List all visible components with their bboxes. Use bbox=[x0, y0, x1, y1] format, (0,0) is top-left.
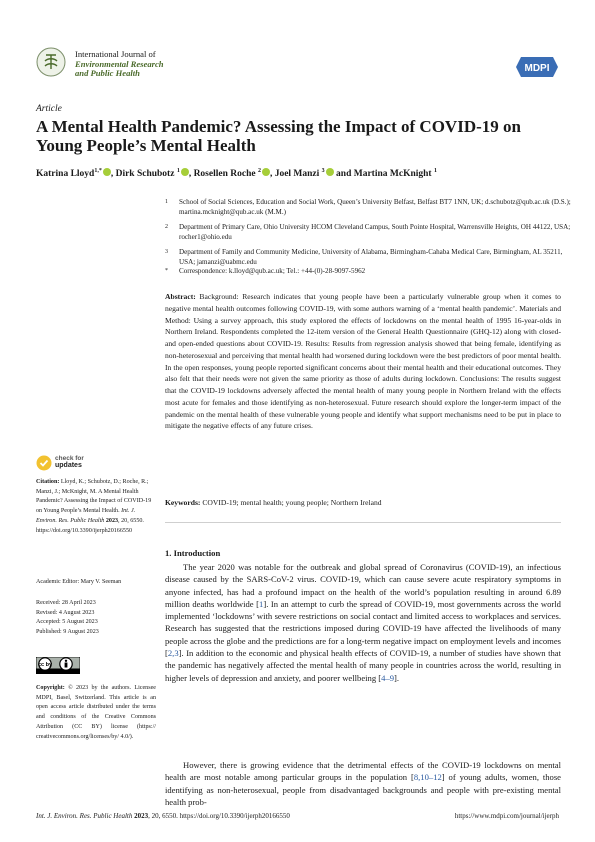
section-heading: 1. Introduction bbox=[165, 548, 221, 558]
citation-link[interactable]: 4–9 bbox=[381, 672, 395, 683]
revised-date: Revised: 4 August 2023 bbox=[36, 609, 95, 616]
journal-name-line1: International Journal of bbox=[75, 49, 156, 59]
citation-link[interactable]: 2,3 bbox=[167, 648, 179, 659]
author-affil-sup: 1 bbox=[433, 168, 437, 174]
orcid-icon[interactable] bbox=[326, 168, 334, 176]
intro-paragraph-1: The year 2020 was notable for the outbreak and global spread of Coronavirus (COVID-19), an infectious disease caused by the SARS-CoV-2 virus. COVID-19, which can cause severe acute respiratory symptoms in anyone infected, has had a profound impact on the health of the world’s population resulting in around 6.89 million deaths worldwide [1]. In an attempt to curb the spread of COVID-19, most governments across the world implemented ‘lockdowns’ with severe restrictions on social contact and limited access to workplaces and services. Research has suggested that the restrictions imposed during COVID-19 have affected the livelihoods of many people across the globe and the predictions are for a long-term negative impact on employment levels and incomes [2,3]. In addition to the economic and physical health effects of COVID-19, a number of studies have shown that the pandemic has negatively affected the mental health of many people in countries across the world, resulting in higher levels of depression and anxiety, and poorer wellbeing [4–9]. bbox=[165, 562, 561, 683]
author-affil-sup: 2 bbox=[257, 168, 261, 174]
copyright-label: Copyright: bbox=[36, 685, 65, 691]
footer-journal: Int. J. Environ. Res. Public Health bbox=[36, 812, 133, 820]
keywords bbox=[165, 497, 561, 509]
citation-link[interactable]: 1 bbox=[259, 598, 264, 609]
journal-logo-icon bbox=[36, 47, 66, 77]
dates-block bbox=[36, 599, 156, 638]
keywords-text: COVID-19; mental health; young people; Northern Ireland bbox=[202, 498, 382, 507]
journal-name bbox=[75, 50, 164, 79]
affiliation-number: 1 bbox=[165, 199, 168, 205]
keywords-label: Keywords: bbox=[165, 498, 201, 507]
abstract-text: Background: Research indicates that young people have been a particularly vulnerable group when it comes to negative mental health outcomes following COVID-19, with some authors warning of a ‘mental health pandemic’. Materials and Method: Using a survey approach, this study explored the effects of lockdowns on the mental health of 1995 16-year-olds in Northern Ireland. Respondents completed the 12-item version of the General Health Questionnaire (GHQ-12) along with closed- and open-ended questions about COVID-19. Results: Results from regression analysis showed that being female, identifying as non-heterosexual and perceiving that mental health had worsened during lockdown were the best predictors of poor mental health. In the open responses, young people reported significant concerns about their mental health and their educational outcomes. They also felt that their needs were not given the same priority as those of adults during lockdown. Conclusions: The results suggest that the COVID-19 lockdowns adversely affected the mental health of many young people in Northern Ireland with the effects most acute for females and those identifying as non-heterosexual. Future research should explore the longer-term impact of the pandemic on the mental health of these vulnerable young people and identify what support mechanisms need to be put in place to mitigate the negative effects of any future crises. bbox=[165, 292, 562, 431]
article-title: A Mental Health Pandemic? Assessing the Impact of COVID-19 on Young People’s Mental Health bbox=[36, 117, 521, 155]
author-name: Katrina Lloyd bbox=[36, 169, 95, 180]
affiliation-number: * bbox=[165, 268, 168, 274]
orcid-icon[interactable] bbox=[262, 168, 270, 176]
abstract-label: Abstract: bbox=[165, 292, 196, 301]
mdpi-logo-icon bbox=[515, 56, 559, 78]
journal-name-line3: and Public Health bbox=[75, 68, 140, 79]
affiliation-text: Department of Family and Community Medicine, University of Alabama, Birmingham-Cahaba Medical Care, Birmingham, AL 35211, USA; jamanzi@uabmc.edu bbox=[179, 248, 563, 266]
abstract bbox=[165, 291, 561, 432]
affiliation-number: 2 bbox=[165, 224, 168, 230]
check-updates-line1: check for bbox=[55, 455, 84, 462]
copyright-text: © 2023 by the authors. Licensee MDPI, Basel, Switzerland. This article is an open access article distributed under the terms and conditions of the Creative Commons Attribution (CC BY) license (https:// creativecommons.org/licenses/by/ 4.0/). bbox=[36, 685, 156, 740]
cc-badge-text: cc by bbox=[37, 662, 53, 669]
author-affil-sup: 1,* bbox=[94, 168, 102, 174]
published-date: Published: 9 August 2023 bbox=[36, 629, 99, 636]
author-name: Dirk Schubotz bbox=[115, 169, 175, 180]
orcid-icon[interactable] bbox=[181, 168, 189, 176]
journal-name-line2: Environmental Research bbox=[75, 58, 164, 69]
section-divider bbox=[165, 522, 561, 523]
footer-citation bbox=[36, 812, 290, 820]
author-affil-sup: 1 bbox=[176, 168, 180, 174]
received-date: Received: 28 April 2023 bbox=[36, 600, 96, 606]
affiliation-text: Correspondence: k.lloyd@qub.ac.uk; Tel.: +44-(0)-28-9097-5962 bbox=[179, 267, 366, 275]
authors-and: and bbox=[336, 169, 352, 180]
cc-by-license-icon[interactable] bbox=[36, 657, 80, 674]
affiliation-text: Department of Primary Care, Ohio University HCOM Cleveland Campus, South Pointe Hospital, Warrensville Heights, OH 44122, USA; rocher1@ohio.edu bbox=[179, 223, 571, 241]
author-name: Rosellen Roche bbox=[193, 169, 256, 180]
check-updates-line2: updates bbox=[55, 462, 82, 469]
footer-year: 2023 bbox=[134, 812, 149, 820]
academic-editor: Academic Editor: Mary V. Seeman bbox=[36, 579, 122, 585]
citation-rest: , 20, 6550. https://doi.org/10.3390/ijerph20166550 bbox=[36, 517, 144, 534]
intro-paragraph-2: However, there is growing evidence that the detrimental effects of the COVID-19 lockdowns on mental health are most notable among particular groups in the population [8,10–12] of young adults, women, those identifying as non-heterosexual, people from disadvantaged backgrounds and people with pre-existing mental health prob- bbox=[165, 760, 561, 807]
citation-block bbox=[36, 478, 156, 536]
copyright-block bbox=[36, 684, 156, 742]
footer-journal-url[interactable]: https://www.mdpi.com/journal/ijerph bbox=[454, 812, 559, 820]
mdpi-logo-text: MDPI bbox=[524, 63, 550, 74]
author-name: Martina McKnight bbox=[353, 169, 432, 180]
citation-text: Lloyd, K.; Schubotz, D.; Roche, R.; Manzi, J.; McKnight, M. A Mental Health Pandemic? Assessing the Impact of COVID-19 on Young People’s Mental Health. bbox=[36, 479, 152, 515]
orcid-icon[interactable] bbox=[103, 168, 111, 176]
citation-link[interactable]: 8,10–12 bbox=[413, 772, 442, 783]
author-list: Katrina Lloyd$^{1,*}$ , Dirk Schubotz $^1$ , Rosellen Roche $^2$ , Joel Manzi $^3$ and Martina McKnight $^1$ bbox=[36, 168, 437, 180]
author-name: Joel Manzi bbox=[274, 169, 320, 180]
affiliation-number: 3 bbox=[165, 249, 168, 255]
article-type: Article bbox=[36, 104, 62, 114]
citation-journal: Int. J. Environ. Res. Public Health bbox=[36, 508, 136, 524]
citation-label: Citation: bbox=[36, 479, 60, 485]
affiliation-text: School of Social Sciences, Education and Social Work, Queen’s University Belfast, Belfast BT7 1NN, UK; d.schubotz@qub.ac.uk (D.S.); martina.mcknight@qub.ac.uk (M.M.) bbox=[179, 198, 571, 216]
footer-doi[interactable]: , 20, 6550. https://doi.org/10.3390/ijerph20166550 bbox=[148, 812, 290, 820]
check-updates-icon bbox=[36, 455, 52, 471]
accepted-date: Accepted: 5 August 2023 bbox=[36, 619, 98, 626]
author-affil-sup: 3 bbox=[321, 168, 325, 174]
citation-year: 2023 bbox=[105, 517, 119, 524]
